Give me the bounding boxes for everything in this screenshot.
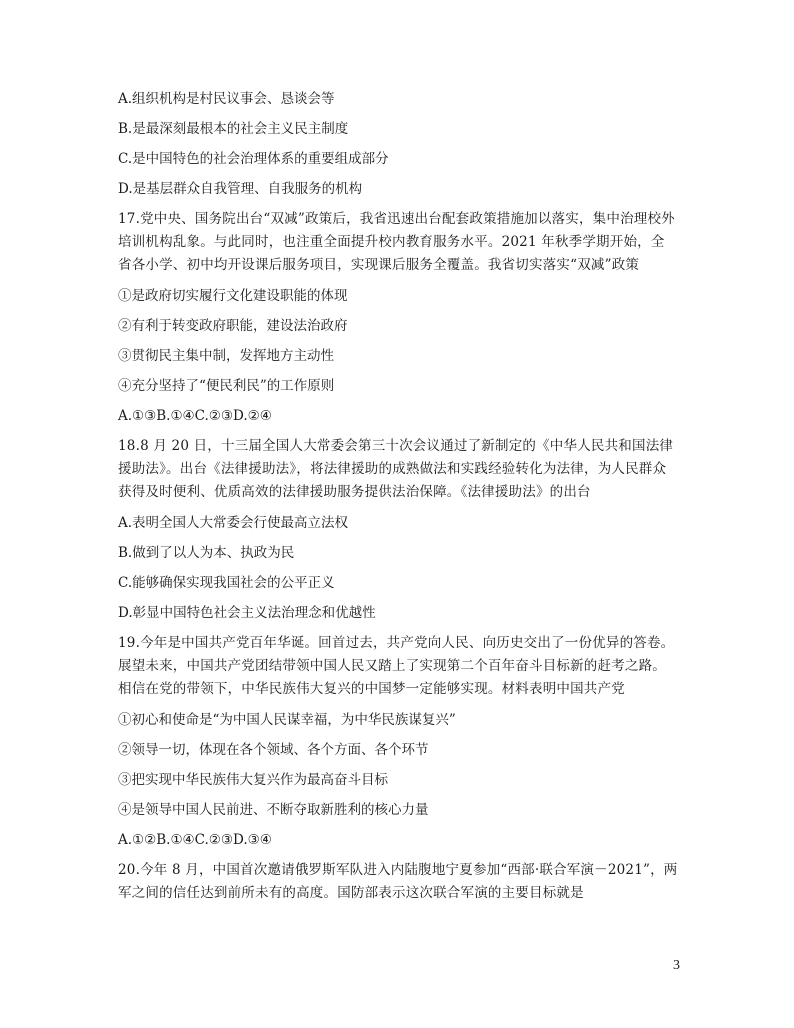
q19-item-4: ④是领导中国人民前进、不断夺取新胜利的核心力量 [118, 802, 429, 818]
q18-stem: 18.8 月 20 日，十三届全国人大常委会第三十次会议通过了新制定的《中华人民共和国法律援助法》。出台《法律援助法》，将法律援助的成熟做法和实践经验转化为法律，为人民群众获得及时便利、优质高效的法律援助服务提供法治保障。《法律援助法》的出台 [118, 438, 674, 500]
q19-answer-choices: A.①②B.①④C.②③D.③④ [118, 832, 272, 848]
q17-stem: 17.党中央、国务院出台“双减”政策后，我省迅速出台配套政策措施加以落实，集中治理校外培训机构乱象。与此同时，也注重全面提升校内教育服务水平。2021 年秋季学期开始，全省各小学、初中均开设课后服务项目，实现课后服务全覆盖。我省切实落实“双减”政策 [118, 211, 675, 273]
q20-stem: 20.今年 8 月，中国首次邀请俄罗斯军队进入内陆腹地宁夏参加“西部·联合军演－2021”，两军之间的信任达到前所未有的高度。国防部表示这次联合军演的主要目标就是 [118, 862, 678, 901]
q17-item-4: ④充分坚持了“便民利民”的工作原则 [118, 378, 335, 394]
q17-item-2: ②有利于转变政府职能，建设法治政府 [118, 318, 348, 334]
q17-answer-choices: A.①③B.①④C.②③D.②④ [118, 408, 272, 424]
q16-option-c: C.是中国特色的社会治理体系的重要组成部分 [118, 151, 389, 167]
q19-item-2: ②领导一切，体现在各个领域、各个方面、各个环节 [118, 742, 429, 758]
q19-item-1: ①初心和使命是“为中国人民谋幸福，为中华民族谋复兴” [118, 712, 456, 728]
page-number: 3 [673, 958, 680, 973]
q17-item-1: ①是政府切实履行文化建设职能的体现 [118, 288, 348, 304]
q17-item-3: ③贯彻民主集中制，发挥地方主动性 [118, 348, 334, 364]
q16-option-b: B.是最深刻最根本的社会主义民主制度 [118, 121, 349, 137]
q19-item-3: ③把实现中华民族伟大复兴作为最高奋斗目标 [118, 772, 388, 788]
q18-option-c: C.能够确保实现我国社会的公平正义 [118, 575, 335, 591]
q18-option-b: B.做到了以人为本、执政为民 [118, 545, 295, 561]
q18-option-d: D.彰显中国特色社会主义法治理念和优越性 [118, 605, 376, 621]
q16-option-a: A.组织机构是村民议事会、恳谈会等 [118, 91, 335, 107]
q19-stem: 19.今年是中国共产党百年华诞。回首过去，共产党向人民、向历史交出了一份优异的答卷。展望未来，中国共产党团结带领中国人民又踏上了实现第二个百年奋斗目标新的赶考之路。相信在党的带领下，中华民族伟大复兴的中国梦一定能够实现。材料表明中国共产党 [118, 635, 675, 697]
document-body [118, 88, 678, 913]
q16-option-d: D.是基层群众自我管理、自我服务的机构 [118, 181, 363, 197]
q18-option-a: A.表明全国人大常委会行使最高立法权 [118, 515, 349, 531]
